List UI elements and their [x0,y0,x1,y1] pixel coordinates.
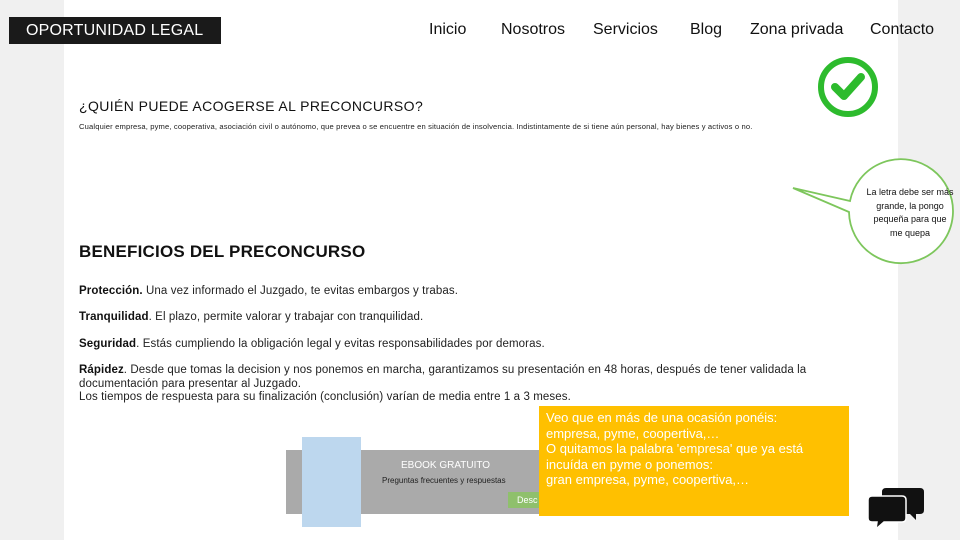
nav-nosotros[interactable]: Nosotros [501,21,566,38]
site-logo[interactable]: OPORTUNIDAD LEGAL [9,17,221,44]
review-note-line: empresa, pyme, coopertiva,… [546,425,720,441]
benefit-label: Rápidez [79,364,124,376]
benefit-text: . Estás cumpliendo la obligación legal y evitas responsabilidades por demoras. [136,338,545,350]
benefit-label: Tranquilidad [79,311,149,323]
review-note-line: gran empresa, pyme, coopertiva,… [546,472,750,488]
benefit-label: Protección. [79,285,143,297]
benefit-rapidez [79,364,859,391]
benefit-proteccion [79,285,859,299]
question-text: Cualquier empresa, pyme, cooperativa, asociación civil o autónomo, que prevea o se encuentre en situación de insolvencia. Indistintamente de si tiene aún personal, hay bienes y activos o no. [79,122,753,131]
nav-servicios[interactable]: Servicios [593,21,658,38]
review-callout-text: La letra debe ser más grande, la pongo pequeña para que me quepa [866,187,954,238]
benefits-title: BENEFICIOS DEL PRECONCURSO [79,242,366,261]
ebook-subtitle: Preguntas frecuentes y respuestas [382,476,506,485]
review-note-line: O quitamos la palabra 'empresa' que ya está [546,441,804,457]
benefit-tranquilidad [79,311,859,325]
check-circle-icon [816,55,880,119]
nav-zona-privada[interactable]: Zona privada [750,21,844,38]
nav-contacto[interactable]: Contacto [870,21,935,38]
ebook-download-button[interactable]: Desc [508,492,542,508]
review-note [539,406,849,516]
benefit-label: Seguridad [79,338,137,350]
benefit-text: Una vez informado el Juzgado, te evitas embargos y trabas. [142,285,459,297]
benefit-seguridad [79,338,859,352]
question-title: ¿QUIÉN PUEDE ACOGERSE AL PRECONCURSO? [79,98,424,114]
ebook-title: EBOOK GRATUITO [401,460,491,471]
review-note-line: incuída en pyme o ponemos: [546,456,713,472]
nav-inicio[interactable]: Inicio [429,21,467,38]
benefit-text: . El plazo, permite valorar y trabajar con tranquilidad. [148,311,424,323]
timing-text: Los tiempos de respuesta para su finalización (conclusión) varían de media entre 1 a 3 meses. [79,391,571,403]
nav-blog[interactable]: Blog [690,21,723,38]
review-note-line: Veo que en más de una ocasión ponéis: [546,410,778,425]
ebook-cover-image [302,437,361,527]
benefit-text: . Desde que tomas la decision y nos ponemos en marcha, garantizamos su presentación en 48 horas, después de tener validada la documentación para presentar al Juzgado. [79,364,807,390]
chat-bubbles-icon[interactable] [866,486,926,530]
